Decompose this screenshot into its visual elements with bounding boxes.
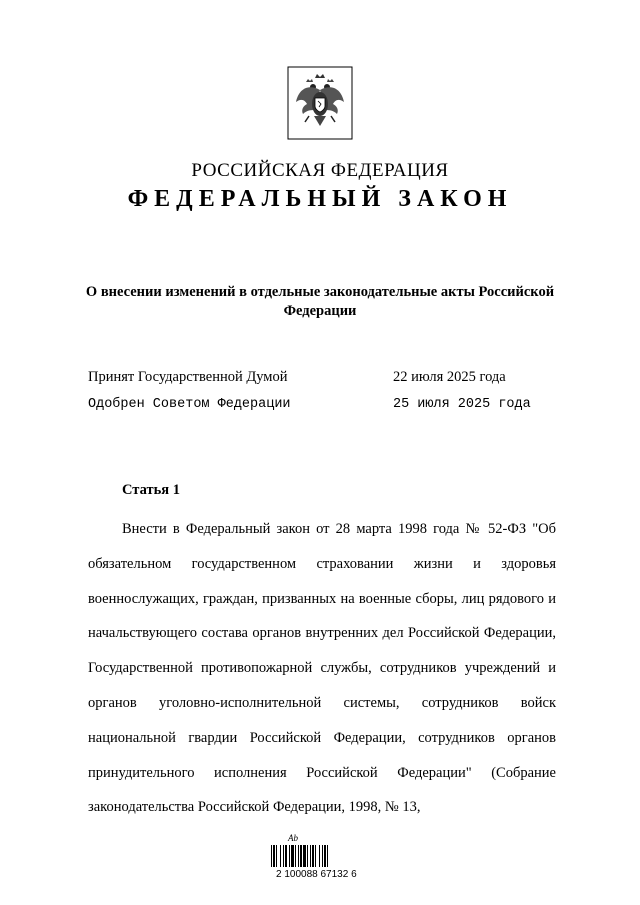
council-label: Одобрен Советом Федерации [88,397,291,412]
law-title: О внесении изменений в отдельные законодательные акты Российской Федерации [85,284,555,319]
barcode-mark: Ab [288,833,298,843]
duma-label: Принят Государственной Думой [88,369,288,385]
article-heading: Статья 1 [122,482,180,498]
barcode-icon [270,845,365,867]
barcode-number: 2 100088 67132 6 [276,869,357,880]
duma-date: 22 июля 2025 года [393,369,506,385]
document-type: ФЕДЕРАЛЬНЫЙ ЗАКОН [127,186,513,212]
country-name: РОССИЙСКАЯ ФЕДЕРАЦИЯ [191,160,449,181]
article-body-text: Внести в Федеральный закон от 28 марта 1998 года № 52-ФЗ "Об обязательном государственном страховании жизни и здоровья военнослужащих, граждан, призванных на военные сборы, лиц рядового и начальствующего состава органов внутренних дел Российской Федерации, Государственной противопожарной службы, сотрудников учреждений и органов уголовно-исполнительной системы, сотрудников войск национальной гвардии Российской Федерации, сотрудников органов принудительного исполнения Российской Федерации" (Собрание законодательства Российской Федерации, 1998, № 13, [88,521,556,816]
coat-of-arms-icon [287,66,353,140]
council-date: 25 июля 2025 года [393,397,531,412]
